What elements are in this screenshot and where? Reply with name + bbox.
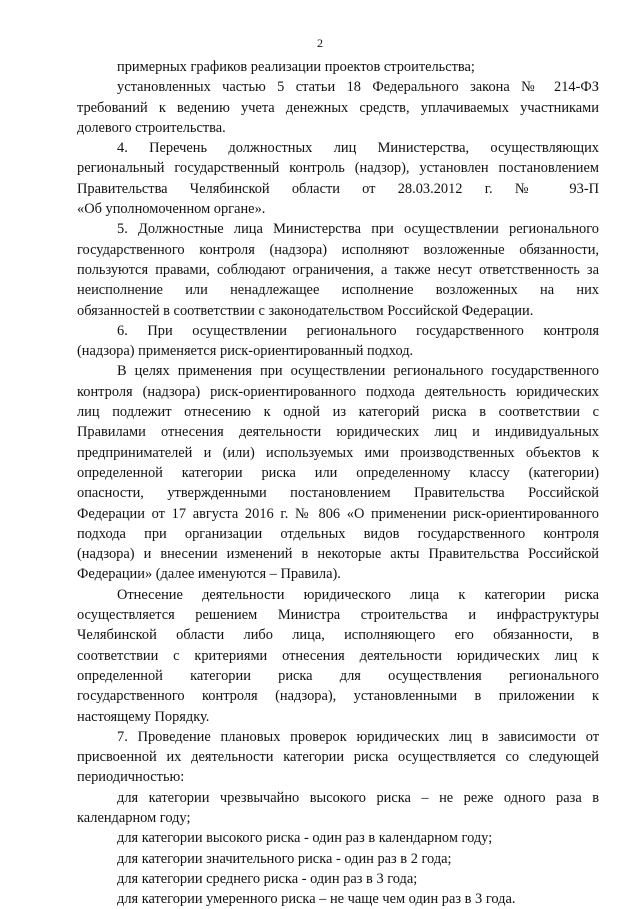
text-line: 6. При осуществлении регионального государственного контроля bbox=[117, 322, 599, 339]
text-line: Федерации» (далее именуются – Правила). bbox=[77, 566, 341, 583]
text-line: В целях применения при осуществлении регионального государственного bbox=[117, 363, 599, 380]
text-line: контроля (надзора) риск-ориентированного подхода деятельность юридических bbox=[77, 383, 599, 400]
text-line: государственного контроля (надзора), установленными в приложении к bbox=[77, 688, 599, 705]
text-line: 7. Проведение плановых проверок юридических лиц в зависимости от bbox=[117, 728, 599, 745]
text-line: 4. Перечень должностных лиц Министерства, осуществляющих bbox=[117, 140, 599, 157]
text-line: лиц подлежит отнесению к одной из категорий риска в соответствии с bbox=[77, 404, 599, 421]
text-line: неисполнение или ненадлежащее исполнение возложенных на них bbox=[77, 282, 599, 299]
text-line: для категории чрезвычайно высокого риска – не реже одного раза в bbox=[117, 789, 599, 806]
text-line: для категории высокого риска - один раз в календарном году; bbox=[117, 830, 493, 847]
text-line: (надзора) применяется риск-ориентированный подход. bbox=[77, 343, 414, 360]
text-line: Правительства Челябинской области от 28.03.2012 г. № 93-П bbox=[77, 180, 599, 197]
text-line: требований к ведению учета денежных средств, уплачиваемых участниками bbox=[77, 99, 599, 116]
text-line: для категории умеренного риска – не чаще чем один раз в 3 года. bbox=[117, 891, 516, 908]
text-line: установленных частью 5 статьи 18 Федерального закона № 214-ФЗ bbox=[117, 79, 599, 96]
text-line: календарном году; bbox=[77, 809, 191, 826]
text-line: «Об уполномоченном органе». bbox=[77, 201, 266, 218]
text-line: Челябинской области либо лица, исполняющего его обязанности, в bbox=[77, 627, 599, 644]
text-line: для категории значительного риска - один раз в 2 года; bbox=[117, 850, 452, 867]
text-line: (надзора) и внесении изменений в некоторые акты Правительства Российской bbox=[77, 546, 599, 563]
text-line: для категории среднего риска - один раз в 3 года; bbox=[117, 870, 418, 887]
page-number: 2 bbox=[317, 36, 323, 50]
text-line: присвоенной их деятельности категории риска осуществляется со следующей bbox=[77, 749, 599, 766]
text-line: долевого строительства. bbox=[77, 119, 226, 136]
text-line: осуществляется решением Министра строительства и инфраструктуры bbox=[77, 607, 599, 624]
text-line: подхода при организации отдельных видов государственного контроля bbox=[77, 525, 599, 542]
text-line: Правилами отнесения деятельности юридических лиц и индивидуальных bbox=[77, 424, 599, 441]
text-line: обязанностей в соответствии с законодательством Российской Федерации. bbox=[77, 302, 534, 319]
text-line: определенной категории риска или определенному классу (категории) bbox=[77, 464, 599, 481]
text-line: пользуются правами, соблюдают ограничения, а также несут ответственность за bbox=[77, 261, 599, 278]
text-line: периодичностью: bbox=[77, 769, 185, 786]
text-line: предпринимателей и (или) используемых ими производственных объектов к bbox=[77, 444, 599, 461]
text-line: региональный государственный контроль (надзор), установлен постановлением bbox=[77, 160, 599, 177]
text-line: 5. Должностные лица Министерства при осуществлении регионального bbox=[117, 221, 599, 238]
text-line: соответствии с критериями отнесения деятельности юридических лиц к bbox=[77, 647, 599, 664]
text-line: определенной категории риска для осуществления регионального bbox=[77, 667, 599, 684]
text-line: примерных графиков реализации проектов строительства; bbox=[117, 59, 475, 75]
text-line: Федерации от 17 августа 2016 г. № 806 «О применении риск-ориентированного bbox=[77, 505, 599, 522]
text-line: государственного контроля (надзора) исполняют возложенные обязанности, bbox=[77, 241, 599, 258]
text-line: Отнесение деятельности юридического лица к категории риска bbox=[117, 586, 599, 603]
text-line: опасности, утвержденными постановлением Правительства Российской bbox=[77, 485, 599, 502]
document-body bbox=[77, 57, 599, 909]
text-line: настоящему Порядку. bbox=[77, 708, 210, 725]
